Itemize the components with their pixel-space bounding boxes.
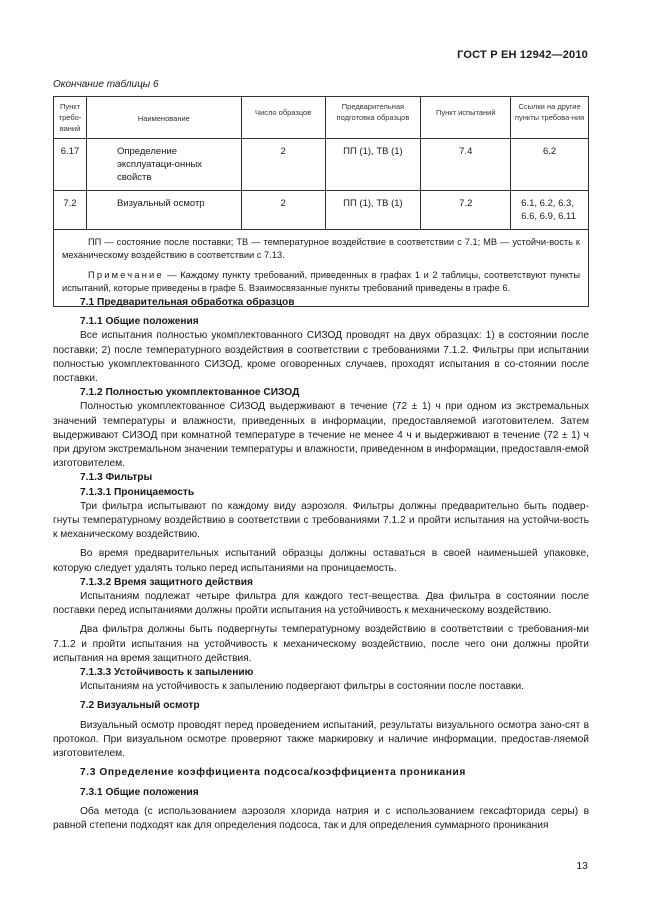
table-header-row: [54, 97, 589, 139]
column-header: Наименование: [86, 97, 241, 139]
note-text: — Каждому пункту требований, приведенных в графах 1 и 2 таблицы, соответствуют пункты испытаний, которые приведены в графе 5. Взаимосвязанные пункты требований приведены в графе 6.: [62, 270, 580, 293]
cell-name: Визуальный осмотр: [86, 191, 241, 230]
column-header: Пункт требо-ваний: [54, 97, 87, 139]
section-heading: 7.1.3.3 Устойчивость к запылению: [80, 667, 254, 679]
note-label: Примечание: [88, 270, 164, 280]
section-heading: 7.1 Предварительная обработка образцов: [80, 297, 295, 308]
cell-prep: ПП (1), ТВ (1): [325, 191, 421, 230]
cell-count: 2: [241, 191, 325, 230]
page-number: 13: [576, 860, 588, 872]
cell-prep: ПП (1), ТВ (1): [325, 139, 421, 191]
section-heading: 7.3 Определение коэффициента подсоса/коэффициента проникания: [80, 767, 466, 779]
column-header: Число образцов: [241, 97, 325, 139]
cell-clause: 6.17: [54, 139, 87, 191]
column-header: Пункт испытаний: [421, 97, 511, 139]
section-heading: 7.1.2 Полностью укомплектованное СИЗОД: [80, 387, 300, 399]
section-heading: 7.1.3 Фильтры: [80, 472, 153, 484]
column-header: Ссылки на другие пункты требова-ния: [511, 97, 589, 139]
paragraph: Во время предварительных испытаний образцы должны оставаться в своей наименьшей упаковке, которую следует удалять только перед испытаниями на проницаемость.: [53, 548, 589, 574]
cell-name: Определение эксплуатаци-онных свойств: [86, 139, 241, 191]
table-row: [54, 139, 589, 191]
requirements-table: [53, 96, 589, 307]
section-heading: 7.1.3.1 Проницаемость: [80, 486, 195, 498]
paragraph: Оба метода (с использованием аэрозоля хлорида натрия и с использованием гексафторида серы) в равной степени подходят как для определения подсоса, так и для определения суммарного проникания: [53, 805, 589, 831]
paragraph: Испытаниям на устойчивость к запылению подвергают фильтры в состоянии после поставки.: [80, 681, 524, 693]
paragraph: Визуальный осмотр проводят перед проведением испытаний, результаты визуального осмотра зано-сят в протокол. При визуальном осмотре проверяют также маркировку и наличие информации, предостав-ляемой изготовителем.: [53, 719, 589, 760]
section-heading: 7.1.1 Общие положения: [80, 316, 199, 328]
paragraph: Два фильтра должны быть подвергнуты температурному воздействию в соответствии с требования-ми 7.1.2 и пройти испытания на устойчивость к механическому воздействию, после чего они должны пройти испытания на время защитного действия.: [53, 624, 589, 664]
cell-refs: 6.2: [511, 139, 589, 191]
document-body: [53, 296, 589, 833]
paragraph: Испытаниям подлежат четыре фильтра для каждого тест-вещества. Два фильтра в состоянии после поставки перед испытаниями должны пройти испытания на устойчивость к механическому воздействию.: [53, 591, 589, 617]
table-notes-row: [54, 230, 589, 307]
cell-clause: 7.2: [54, 191, 87, 230]
cell-count: 2: [241, 139, 325, 191]
paragraph: Все испытания полностью укомплектованного СИЗОД проводят на двух образцах: 1) в состоянии после поставки; 2) после температурного воздействия в соответствии с требованиями 7.1.2. Фильтры при испытании полностью укомплектованного СИЗОД, кроме оговоренных случаев, проходят испытания в со-стоянии после поставки.: [53, 330, 589, 385]
section-heading: 7.3.1 Общие положения: [80, 786, 199, 798]
table-note: [62, 269, 580, 295]
cell-refs: 6.1, 6.2, 6.3, 6.6, 6.9, 6.11: [511, 191, 589, 230]
table-caption: Окончание таблицы 6: [53, 79, 159, 90]
table-notes: [54, 230, 589, 307]
column-header: Предварительная подготовка образцов: [325, 97, 421, 139]
section-heading: 7.2 Визуальный осмотр: [80, 700, 200, 712]
paragraph: Три фильтра испытывают по каждому виду аэрозоля. Фильтры должны предварительно быть подвер-гнуты температурному воздействию в соответствии с требованиями 7.1.2 и пройти испытания на устойчи-вость к механическому воздействию.: [53, 500, 589, 541]
cell-test: 7.4: [421, 139, 511, 191]
cell-test: 7.2: [421, 191, 511, 230]
table-row: [54, 191, 589, 230]
paragraph: Полностью укомплектованное СИЗОД выдерживают в течение (72 ± 1) ч при одном из экстремальных значений температуры и влажности, приведенных в информации, предоставляемой изготовителем. Затем выдерживают СИЗОД при комнатной температуре в течение не менее 4 ч и выдерживают в течение (72 ± 1) ч при другом экстремальном значении температуры и влажности, приведенном в информации, предоставля-емой изготовителем.: [53, 401, 589, 470]
section-heading: 7.1.3.2 Время защитного действия: [80, 576, 253, 588]
standard-header: ГОСТ Р ЕН 12942—2010: [457, 49, 588, 61]
table-legend: ПП — состояние после поставки; ТВ — температурное воздействие в соответствии с 7.1; МВ — устойчи-вость к механическому воздействию в соответствии с 7.13.: [62, 237, 580, 260]
